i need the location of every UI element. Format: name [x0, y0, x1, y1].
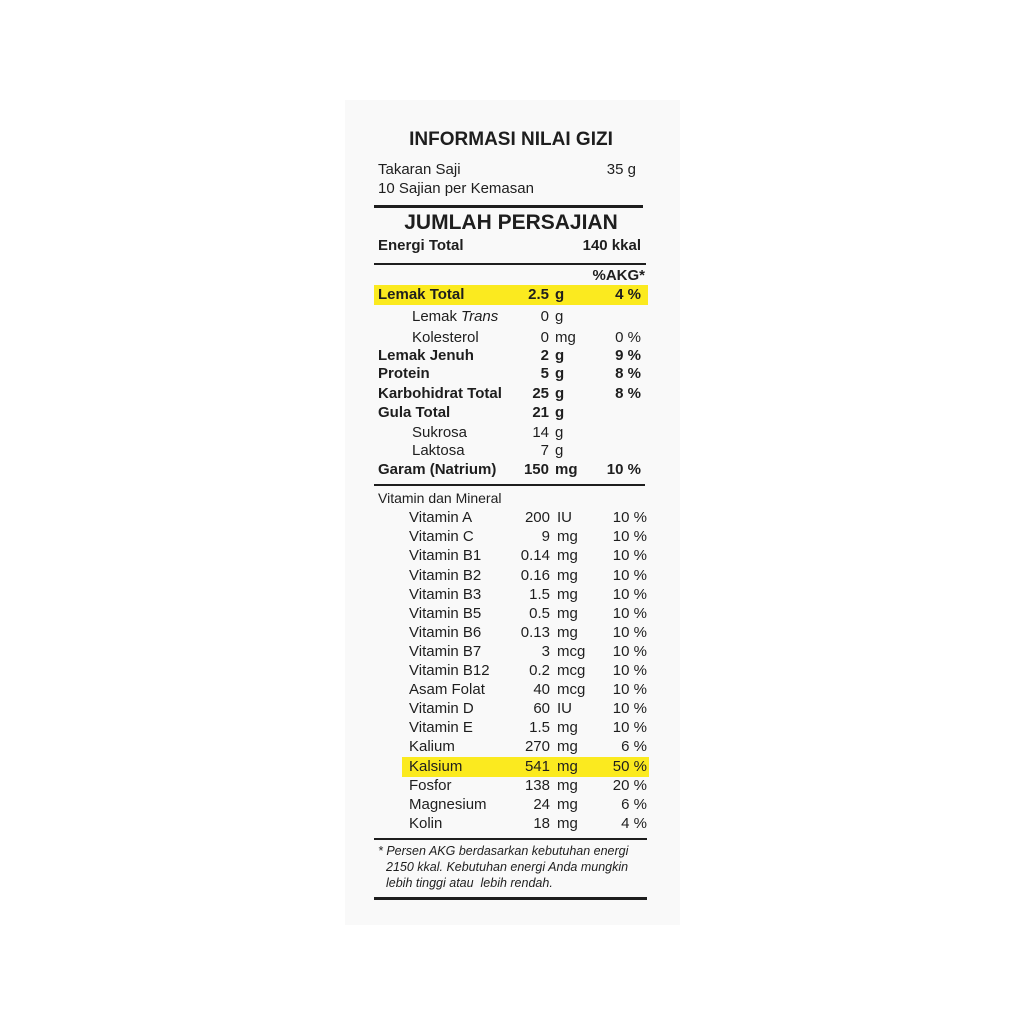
vitamin-akg: 10 % — [612, 605, 647, 622]
vitamin-akg: 10 % — [612, 719, 647, 736]
nutrient-row-lemak-jenuh — [0, 346, 1024, 366]
mineral-akg: 6 % — [621, 738, 647, 755]
nutrient-row-gula-total — [0, 403, 1024, 423]
vitamin-akg: 10 % — [612, 681, 647, 698]
nutrient-akg: 8 % — [615, 365, 641, 382]
nutrient-amount: 5 — [540, 365, 549, 382]
vitamin-amount: 200 — [524, 509, 550, 526]
vitamin-row — [0, 718, 1024, 738]
vitamin-amount: 3 — [541, 643, 550, 660]
vitamin-name: Vitamin B3 — [409, 586, 482, 603]
nutrient-amount: 0 — [540, 329, 549, 346]
vitamin-amount: 1.5 — [529, 586, 550, 603]
energy-label: Energi Total — [378, 237, 464, 254]
vitamin-akg: 10 % — [612, 547, 647, 564]
nutrient-row-karbohidrat-total — [0, 384, 1024, 404]
mineral-amount: 270 — [524, 738, 550, 755]
vitamin-row — [0, 508, 1024, 528]
label-title: INFORMASI NILAI GIZI — [409, 129, 613, 150]
mineral-amount: 24 — [533, 796, 550, 813]
vitamin-row — [0, 604, 1024, 624]
vitamin-amount: 9 — [541, 528, 550, 545]
nutrient-row-garam — [0, 460, 1024, 480]
vitamin-unit: IU — [557, 509, 572, 526]
mineral-akg: 50 % — [612, 758, 647, 775]
nutrient-row-kolesterol — [0, 328, 1024, 348]
vitamin-row — [0, 642, 1024, 662]
nutrient-name: Gula Total — [378, 404, 451, 421]
vitamin-akg: 10 % — [612, 643, 647, 660]
vitamin-unit: mcg — [557, 681, 586, 698]
nutrient-unit: g — [555, 347, 565, 364]
vitamin-amount: 0.5 — [529, 605, 550, 622]
nutrient-name: Laktosa — [412, 442, 465, 459]
nutrient-akg: 8 % — [615, 385, 641, 402]
nutrient-akg: 10 % — [606, 461, 641, 478]
nutrient-name: Karbohidrat Total — [378, 385, 502, 402]
vitamin-unit: mcg — [557, 643, 586, 660]
mineral-name: Kolin — [409, 815, 443, 832]
mineral-row-kalsium — [0, 757, 1024, 777]
mineral-amount: 138 — [524, 777, 550, 794]
mineral-akg: 4 % — [621, 815, 647, 832]
vitamin-name: Vitamin B1 — [409, 547, 482, 564]
vitamin-name: Vitamin E — [409, 719, 473, 736]
nutrient-name: Lemak Jenuh — [378, 347, 474, 364]
vitamin-name: Vitamin D — [409, 700, 474, 717]
mineral-amount: 18 — [533, 815, 550, 832]
vitamin-akg: 10 % — [612, 586, 647, 603]
nutrient-unit: g — [555, 385, 565, 402]
vitamin-row — [0, 661, 1024, 681]
nutrient-amount: 7 — [540, 442, 549, 459]
mineral-name: Kalium — [409, 738, 455, 755]
mineral-unit: mg — [557, 815, 578, 832]
vitamin-unit: mg — [557, 624, 578, 641]
vitamin-name: Vitamin B2 — [409, 567, 482, 584]
nutrient-name-regular: Lemak — [412, 308, 458, 325]
nutrient-name-italic: Trans — [461, 308, 499, 325]
vitamin-row — [0, 566, 1024, 586]
nutrient-unit: g — [555, 308, 564, 325]
nutrient-akg: 4 % — [615, 286, 641, 303]
nutrient-row-laktosa — [0, 441, 1024, 461]
nutrient-unit: g — [555, 404, 565, 421]
nutrient-unit: mg — [555, 329, 576, 346]
mineral-unit: mg — [557, 796, 578, 813]
nutrient-row-sukrosa — [0, 423, 1024, 443]
mineral-row — [0, 814, 1024, 834]
vitamin-name: Asam Folat — [409, 681, 485, 698]
vitamin-amount: 0.16 — [520, 567, 550, 584]
nutrient-row-lemak-trans — [0, 307, 1024, 327]
vitamin-amount: 60 — [533, 700, 550, 717]
nutrient-amount: 14 — [532, 424, 549, 441]
vitamin-akg: 10 % — [612, 700, 647, 717]
mineral-name: Kalsium — [409, 758, 463, 775]
nutrient-name: Garam (Natrium) — [378, 461, 497, 478]
mineral-row — [0, 737, 1024, 757]
nutrient-row-protein — [0, 364, 1024, 384]
footnote-line: * Persen AKG berdasarkan kebutuhan energi — [378, 844, 629, 858]
mineral-unit: mg — [557, 758, 578, 775]
vitamin-amount: 0.2 — [529, 662, 550, 679]
nutrient-akg: 0 % — [615, 329, 641, 346]
vitamin-name: Vitamin C — [409, 528, 474, 545]
nutrient-amount: 150 — [523, 461, 549, 478]
servings-per-package: 10 Sajian per Kemasan — [378, 180, 534, 197]
energy-value: 140 kkal — [582, 237, 641, 254]
vitamin-unit: IU — [557, 700, 572, 717]
vitamin-row — [0, 546, 1024, 566]
mineral-akg: 6 % — [621, 796, 647, 813]
nutrient-unit: g — [555, 365, 565, 382]
vitamin-name: Vitamin B7 — [409, 643, 482, 660]
vitamin-unit: mg — [557, 547, 578, 564]
mineral-akg: 20 % — [612, 777, 647, 794]
nutrient-name: Sukrosa — [412, 424, 468, 441]
vitamin-akg: 10 % — [612, 624, 647, 641]
vitamin-unit: mg — [557, 528, 578, 545]
vitamin-name: Vitamin A — [409, 509, 473, 526]
nutrient-unit: mg — [555, 461, 578, 478]
vitamin-akg: 10 % — [612, 662, 647, 679]
mineral-amount: 541 — [524, 758, 550, 775]
vitamin-unit: mcg — [557, 662, 586, 679]
vitamin-akg: 10 % — [612, 567, 647, 584]
vitamin-akg: 10 % — [612, 528, 647, 545]
nutrient-name: Kolesterol — [412, 329, 479, 346]
vitamin-amount: 1.5 — [529, 719, 550, 736]
nutrient-unit: g — [555, 442, 564, 459]
nutrient-unit: g — [555, 286, 565, 303]
vitamin-unit: mg — [557, 586, 578, 603]
mineral-name: Fosfor — [409, 777, 452, 794]
vitamin-unit: mg — [557, 567, 578, 584]
vitamin-row — [0, 680, 1024, 700]
vitamin-row — [0, 585, 1024, 605]
thick-divider-top — [374, 205, 643, 208]
vitamins-title: Vitamin dan Mineral — [378, 490, 502, 506]
vitamin-name: Vitamin B12 — [409, 662, 490, 679]
vitamin-row — [0, 699, 1024, 719]
nutrient-name: Lemak Total — [378, 286, 465, 303]
vitamin-amount: 40 — [533, 681, 550, 698]
nutrient-row-lemak-total — [0, 285, 1024, 305]
vitamin-unit: mg — [557, 605, 578, 622]
nutrient-name — [412, 307, 498, 327]
vitamin-name: Vitamin B5 — [409, 605, 482, 622]
serving-size-label: Takaran Saji — [378, 161, 461, 178]
nutrient-amount: 25 — [532, 385, 549, 402]
mineral-unit: mg — [557, 777, 578, 794]
nutrient-name: Protein — [378, 365, 430, 382]
nutrient-unit: g — [555, 424, 564, 441]
mineral-row — [0, 795, 1024, 815]
mineral-row — [0, 776, 1024, 796]
footnote-line: 2150 kkal. Kebutuhan energi Anda mungkin — [386, 860, 629, 874]
nutrient-amount: 2.5 — [528, 286, 549, 303]
vitamin-amount: 0.14 — [520, 547, 550, 564]
divider-energy — [374, 263, 646, 265]
divider-footnote — [374, 838, 647, 840]
nutrient-amount: 2 — [540, 347, 549, 364]
vitamin-row — [0, 527, 1024, 547]
nutrient-akg: 9 % — [615, 347, 641, 364]
vitamin-name: Vitamin B6 — [409, 624, 482, 641]
nutrient-amount: 0 — [540, 308, 549, 325]
mineral-name: Magnesium — [409, 796, 487, 813]
vitamin-amount: 0.13 — [520, 624, 550, 641]
divider-vitamins — [374, 484, 645, 486]
mineral-unit: mg — [557, 738, 578, 755]
nutrient-amount: 21 — [532, 404, 549, 421]
serving-size-value: 35 g — [606, 161, 636, 178]
footnote-line: lebih tinggi atau lebih rendah. — [386, 876, 553, 890]
vitamin-unit: mg — [557, 719, 578, 736]
vitamin-akg: 10 % — [612, 509, 647, 526]
akg-header: %AKG* — [592, 267, 645, 284]
vitamin-row — [0, 623, 1024, 643]
thick-divider-bottom — [374, 897, 647, 900]
amount-per-serving-title: JUMLAH PERSAJIAN — [404, 211, 618, 234]
